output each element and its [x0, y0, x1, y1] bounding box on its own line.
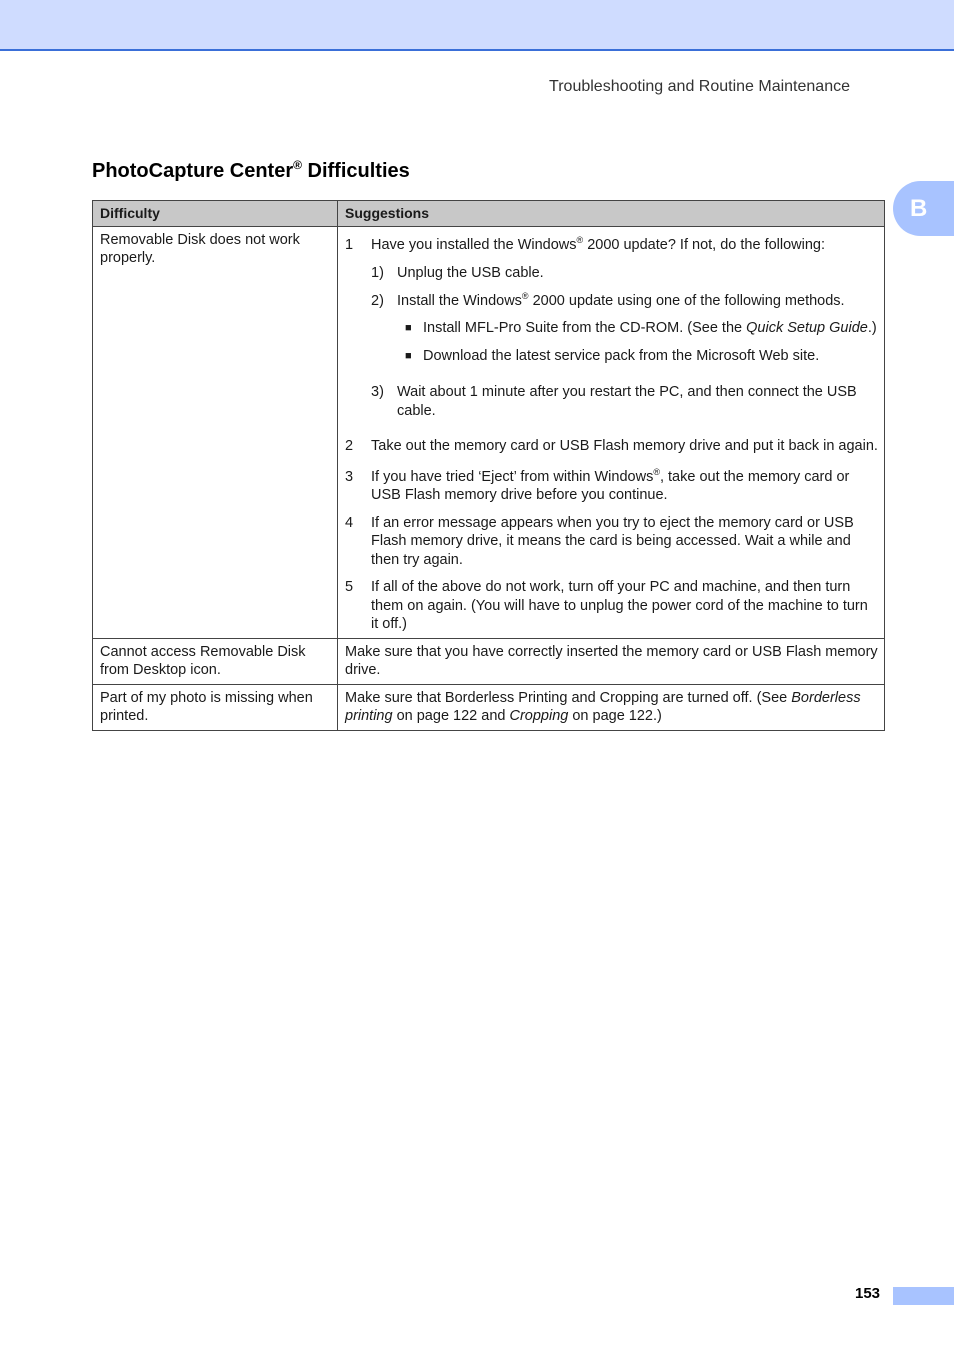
step-text-part: If you have tried ‘Eject’ from within Windows: [371, 468, 654, 485]
step-text: Take out the memory card or USB Flash memory drive and put it back in again.: [371, 438, 878, 454]
registered-mark: ®: [576, 234, 584, 245]
step-number: 3: [345, 468, 354, 485]
bullet-text-part: Install MFL-Pro Suite from the CD-ROM. (See the: [423, 320, 747, 336]
substep-number: 2): [371, 292, 384, 309]
column-header-difficulty: Difficulty: [93, 201, 338, 227]
step-text-part: Have you installed the Windows: [371, 236, 577, 253]
substep-number: 3): [371, 384, 384, 400]
chapter-tab-letter: B: [910, 194, 928, 222]
table-row: [93, 638, 885, 684]
step-text: [371, 236, 878, 255]
substep-1-2: [371, 292, 878, 375]
suggestion-text-part: Make sure that Borderless Printing and Cropping are turned off. (See: [345, 689, 792, 706]
quick-setup-guide-ref: Quick Setup Guide: [746, 320, 868, 336]
registered-mark: ®: [653, 466, 660, 477]
step-number: 2: [345, 438, 354, 454]
page-number-tab: [893, 1287, 954, 1305]
cropping-ref: Cropping: [509, 708, 569, 724]
step-text: If an error message appears when you try to eject the memory card or USB Flash memory drive, it means the card is being accessed. Wait a while and then try again.: [371, 514, 854, 568]
difficulties-table: [92, 200, 885, 731]
difficulty-text: Part of my photo is missing when printed.: [100, 689, 313, 724]
step-5: [345, 578, 878, 634]
substep-text: [397, 292, 878, 311]
section-title-tail: Difficulties: [301, 160, 410, 182]
substep-text-part: Install the Windows: [397, 292, 522, 309]
top-header-band: [0, 0, 954, 51]
suggestion-steps: [345, 231, 878, 634]
borderless-printing-ref: Borderless printing: [345, 689, 861, 724]
bullet-item: [405, 319, 878, 338]
table-header-row: [93, 201, 885, 227]
bullet-item: [405, 347, 878, 366]
step-3: [345, 468, 878, 505]
step-4: [345, 514, 878, 570]
registered-mark: ®: [293, 158, 302, 172]
suggestion-cell: Make sure that you have correctly inserted the memory card or USB Flash memory drive.: [338, 638, 885, 684]
step-2: [345, 437, 878, 456]
step-number: 5: [345, 579, 354, 595]
difficulty-cell: [93, 638, 338, 684]
suggestion-text-part: on page 122 and: [392, 708, 510, 724]
suggestion-cell: [338, 226, 885, 638]
substep-text: Wait about 1 minute after you restart the PC, and then connect the USB cable.: [397, 384, 857, 419]
square-bullet-icon: ■: [405, 349, 412, 362]
bullet-text: [423, 319, 878, 338]
substep-text: Unplug the USB cable.: [397, 265, 544, 281]
suggestion-text-part: on page 122.): [568, 708, 662, 724]
difficulty-text: Cannot access Removable Disk from Desktop icon.: [100, 643, 306, 678]
difficulty-text: Removable Disk does not work properly.: [100, 231, 300, 266]
step-text-part: , take out the memory card or USB Flash memory drive before you continue.: [371, 468, 850, 503]
substep-text-part: 2000 update using one of the following methods.: [528, 292, 845, 309]
difficulty-cell: [93, 226, 338, 638]
step-body: [371, 236, 878, 430]
bullet-text-part: .): [867, 320, 877, 336]
running-header: Troubleshooting and Routine Maintenance: [549, 78, 850, 95]
bullet-text: Download the latest service pack from the Microsoft Web site.: [423, 347, 820, 364]
table-row: [93, 684, 885, 730]
difficulty-cell: [93, 684, 338, 730]
step-text-part: 2000 update? If not, do the following:: [583, 236, 826, 253]
section-title-main: PhotoCapture Center: [92, 160, 294, 182]
substep-number: 1): [371, 265, 384, 281]
section-title: [92, 160, 410, 183]
step-number: 4: [345, 514, 354, 531]
step-text: [371, 468, 878, 505]
substep-body: [397, 292, 878, 375]
registered-mark: ®: [521, 290, 529, 301]
substep-1-1: [371, 264, 878, 283]
page-number: 153: [855, 1285, 881, 1302]
step-text: If all of the above do not work, turn off your PC and machine, and then turn them on again. (You will have to unplug the power cord of the machine to turn it off.): [371, 579, 868, 632]
step-number: 1: [345, 236, 354, 253]
table-row: [93, 226, 885, 638]
substep-1-3: [371, 383, 878, 420]
square-bullet-icon: ■: [405, 322, 412, 334]
column-header-suggestions: Suggestions: [338, 201, 885, 227]
suggestion-cell: [338, 684, 885, 730]
chapter-tab: [893, 181, 954, 236]
step-1: [345, 236, 878, 430]
